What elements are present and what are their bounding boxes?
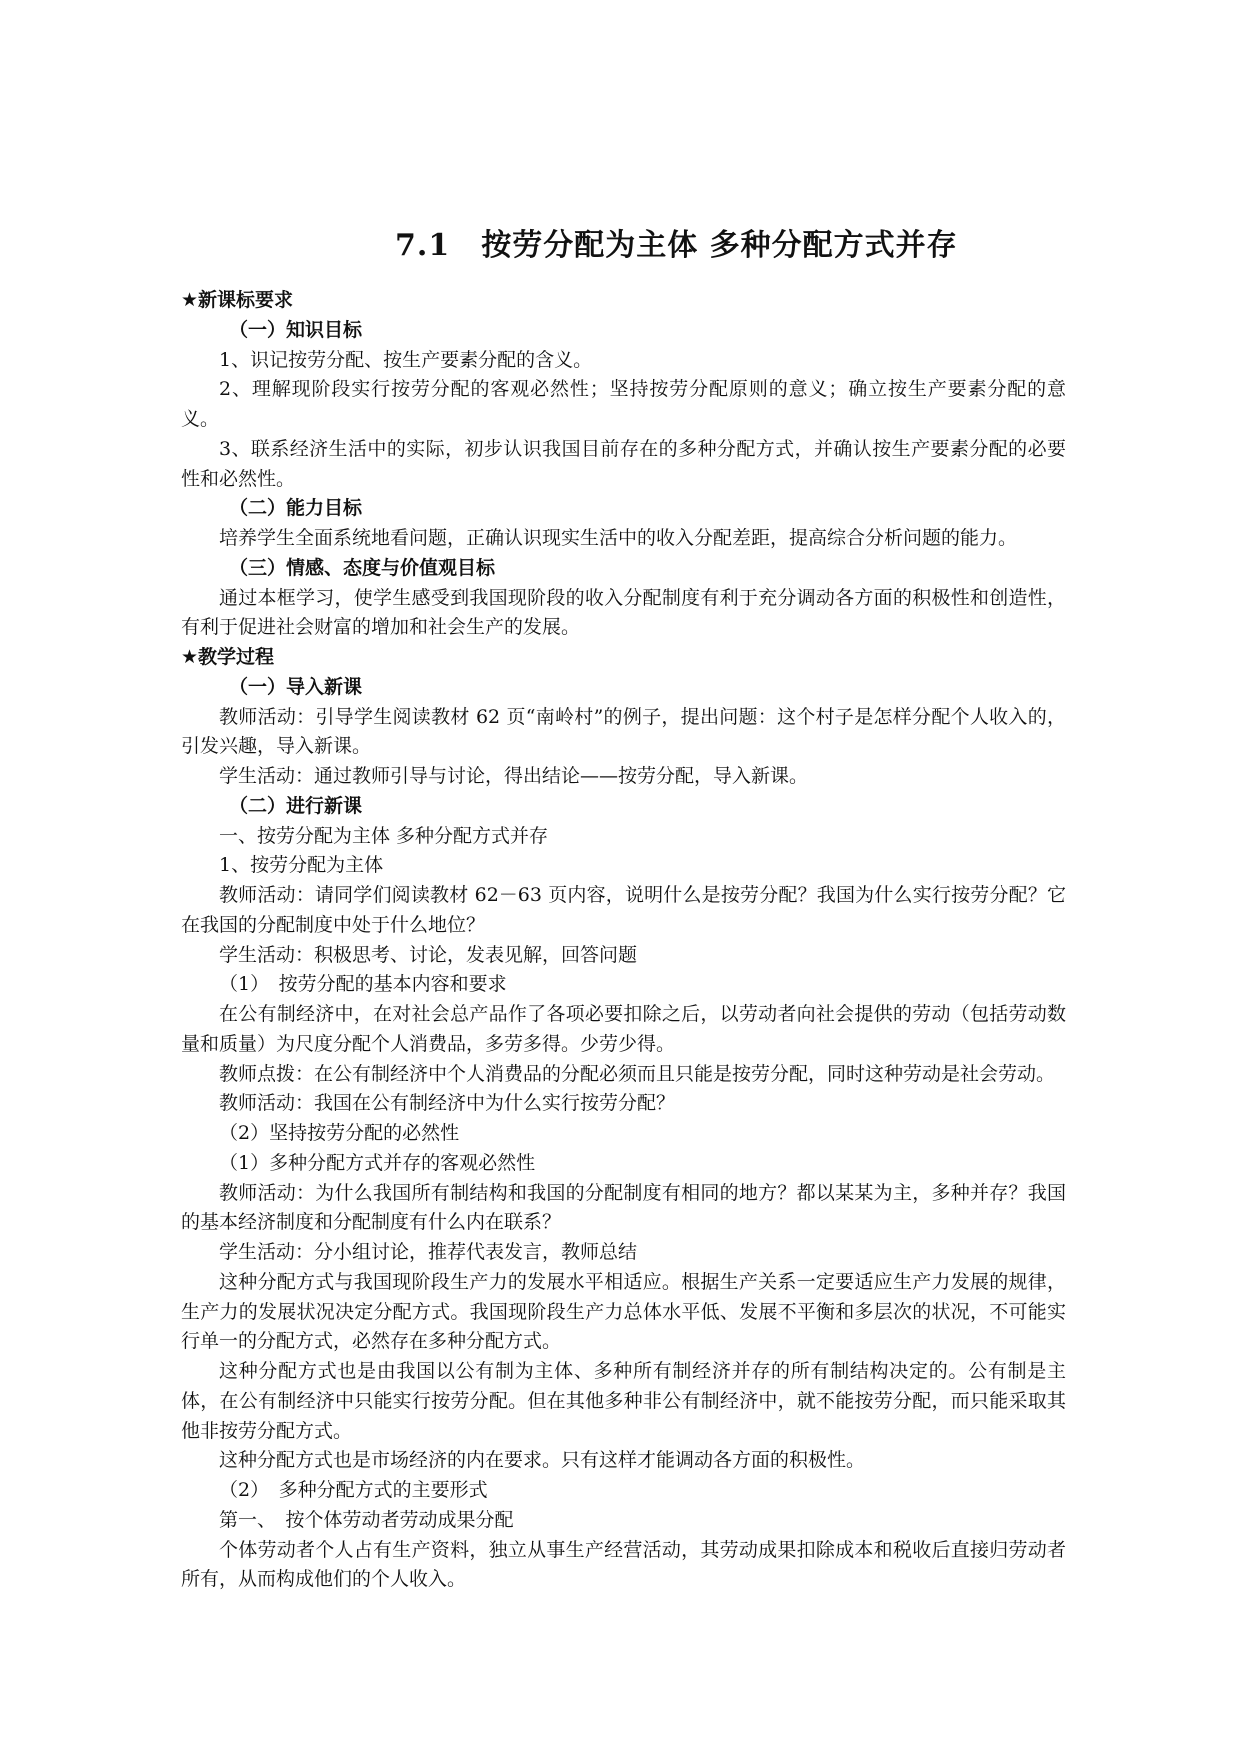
paragraph: （2）坚持按劳分配的必然性 <box>219 1122 460 1144</box>
paragraph: 教师活动：我国在公有制经济中为什么实行按劳分配？ <box>219 1092 676 1115</box>
subsection-heading: （二）能力目标 <box>229 497 363 520</box>
paragraph: 教师活动：为什么我国所有制结构和我国的分配制度有相同的地方？都以某某为主，多种并存？我国的基本经济制度和分配制度有什么内在联系？ <box>181 1181 1066 1234</box>
paragraph: （1）多种分配方式并存的客观必然性 <box>219 1151 536 1174</box>
paragraph: 1、识记按劳分配、按生产要素分配的含义。 <box>219 348 593 371</box>
paragraph: 培养学生全面系统地看问题，正确认识现实生活中的收入分配差距，提高综合分析问题的能力。 <box>219 527 1018 549</box>
subsection-heading: （一）知识目标 <box>229 318 363 341</box>
paragraph: 1、按劳分配为主体 <box>219 854 384 877</box>
section-heading: ★新课标要求 <box>181 289 294 311</box>
paragraph: 教师点拨：在公有制经济中个人消费品的分配必须而且只能是按劳分配，同时这种劳动是社会劳动。 <box>219 1062 1056 1085</box>
paragraph: 第一、 按个体劳动者劳动成果分配 <box>219 1508 514 1531</box>
paragraph: 这种分配方式也是市场经济的内在要求。只有这样才能调动各方面的积极性。 <box>219 1449 866 1472</box>
subsection-heading: （三）情感、态度与价值观目标 <box>229 556 496 579</box>
paragraph: 个体劳动者个人占有生产资料，独立从事生产经营活动，其劳动成果扣除成本和税收后直接归劳动者所有，从而构成他们的个人收入。 <box>181 1538 1066 1591</box>
paragraph: （1） 按劳分配的基本内容和要求 <box>219 973 507 996</box>
paragraph: 这种分配方式也是由我国以公有制为主体、多种所有制经济并存的所有制结构决定的。公有制是主体，在公有制经济中只能实行按劳分配。但在其他多种非公有制经济中，就不能按劳分配，而只能采取其他非按劳分配方式。 <box>181 1360 1066 1442</box>
paragraph: 通过本框学习，使学生感受到我国现阶段的收入分配制度有利于充分调动各方面的积极性和创造性，有利于促进社会财富的增加和社会生产的发展。 <box>181 586 1066 639</box>
paragraph: 学生活动：分小组讨论，推荐代表发言，教师总结 <box>219 1241 638 1263</box>
paragraph: 教师活动：引导学生阅读教材 62 页“南岭村”的例子，提出问题：这个村子是怎样分配个人收入的，引发兴趣，导入新课。 <box>181 705 1066 758</box>
subsection-heading: （二）进行新课 <box>229 794 363 817</box>
paragraph: 在公有制经济中，在对社会总产品作了各项必要扣除之后，以劳动者向社会提供的劳动（包括劳动数量和质量）为尺度分配个人消费品，多劳多得。少劳少得。 <box>181 1003 1066 1055</box>
paragraph: 学生活动：积极思考、讨论，发表见解，回答问题 <box>219 943 638 966</box>
paragraph: 3、联系经济生活中的实际，初步认识我国目前存在的多种分配方式，并确认按生产要素分配的必要性和必然性。 <box>181 437 1066 490</box>
paragraph: 一、按劳分配为主体 多种分配方式并存 <box>219 824 549 847</box>
paragraph: 这种分配方式与我国现阶段生产力的发展水平相适应。根据生产关系一定要适应生产力发展的规律，生产力的发展状况决定分配方式。我国现阶段生产力总体水平低、发展不平衡和多层次的状况，不可能实行单一的分配方式，必然存在多种分配方式。 <box>181 1270 1066 1353</box>
page-title: 7.1 按劳分配为主体 多种分配方式并存 <box>395 228 958 263</box>
paragraph: 教师活动：请同学们阅读教材 62－63 页内容，说明什么是按劳分配？我国为什么实行按劳分配？它在我国的分配制度中处于什么地位？ <box>181 884 1066 936</box>
paragraph: 学生活动：通过教师引导与讨论，得出结论——按劳分配，导入新课。 <box>219 765 809 787</box>
paragraph: 2、理解现阶段实行按劳分配的客观必然性；坚持按劳分配原则的意义；确立按生产要素分配的意义。 <box>181 378 1066 430</box>
document-body <box>181 286 1066 1595</box>
section-heading: ★教学过程 <box>181 646 275 668</box>
subsection-heading: （一）导入新课 <box>229 675 363 698</box>
paragraph: （2） 多种分配方式的主要形式 <box>219 1479 488 1501</box>
